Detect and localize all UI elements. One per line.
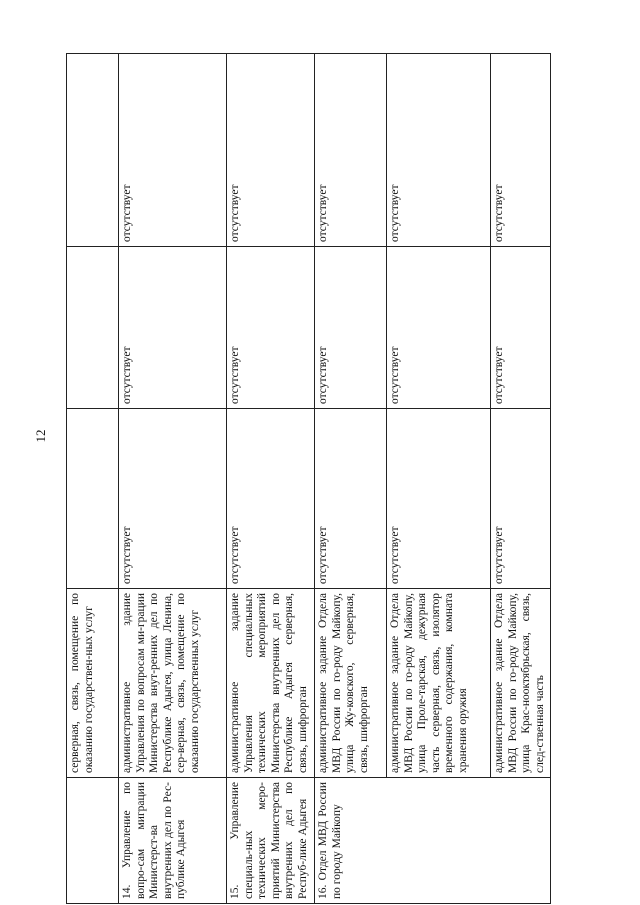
status-cell: отсутствует bbox=[315, 247, 387, 409]
org-name-cell: 16. Отдел МВД России по городу Майкопу bbox=[315, 778, 551, 904]
table-row bbox=[491, 54, 551, 904]
status-cell: отсутствует bbox=[227, 409, 315, 589]
document-table-rotated bbox=[66, 54, 550, 904]
status-cell: отсутствует bbox=[491, 247, 551, 409]
status-cell: отсутствует bbox=[387, 247, 491, 409]
table-row bbox=[315, 54, 387, 904]
table-row bbox=[227, 54, 315, 904]
status-cell: отсутствует bbox=[387, 409, 491, 589]
status-cell: отсутствует bbox=[491, 409, 551, 589]
status-cell: отсутствует bbox=[315, 409, 387, 589]
object-desc-cell: административное задание Отдела МВД России по го-роду Майкопу, улица Проле-тарская, дежурная часть серверная, связь, изолятор временного содержания, комната хранения оружия bbox=[387, 589, 491, 778]
object-desc-cell: административное задание Отдела МВД России по го-роду Майкопу, улица Жу-ковского, серверная, связь, шифрорган bbox=[315, 589, 387, 778]
status-cell bbox=[67, 409, 119, 589]
table-row bbox=[119, 54, 227, 904]
org-name-cell: 14. Управление по вопро-сам миграции Министерст-ва внутренних дел по Рес-публике Адыгея bbox=[119, 778, 227, 904]
status-cell bbox=[67, 54, 119, 247]
document-table bbox=[66, 53, 551, 904]
table-row bbox=[67, 54, 119, 904]
status-cell: отсутствует bbox=[119, 54, 227, 247]
status-cell: отсутствует bbox=[227, 54, 315, 247]
status-cell bbox=[67, 247, 119, 409]
status-cell: отсутствует bbox=[315, 54, 387, 247]
status-cell: отсутствует bbox=[491, 54, 551, 247]
status-cell: отсутствует bbox=[119, 409, 227, 589]
page-number: 12 bbox=[33, 429, 48, 443]
object-desc-cell: административное здание Отдела МВД России по го-роду Майкопу, улица Крас-нооктябрьская, связь, след-ственная часть bbox=[491, 589, 551, 778]
object-desc-cell: серверная, связь, помещение по оказанию государствен-ных услуг bbox=[67, 589, 119, 778]
org-name-cell: 15. Управление специаль-ных технических меро-приятий Министерства внутренних дел по Респуб-лике Адыгея bbox=[227, 778, 315, 904]
object-desc-cell: административное задание Управления специальных технических мероприятий Министерства внутренних дел по Республике Адыгея серверная, связь, шифрорган bbox=[227, 589, 315, 778]
object-desc-cell: административное здание Управления по вопросам ми-грации Министерства внут-ренних дел по Республике Адыгея, улица Ленина, сер-верная, связь, помещение по оказанию государственных услуг bbox=[119, 589, 227, 778]
table-row bbox=[387, 54, 491, 904]
org-name-cell bbox=[67, 778, 119, 904]
status-cell: отсутствует bbox=[227, 247, 315, 409]
status-cell: отсутствует bbox=[387, 54, 491, 247]
status-cell: отсутствует bbox=[119, 247, 227, 409]
